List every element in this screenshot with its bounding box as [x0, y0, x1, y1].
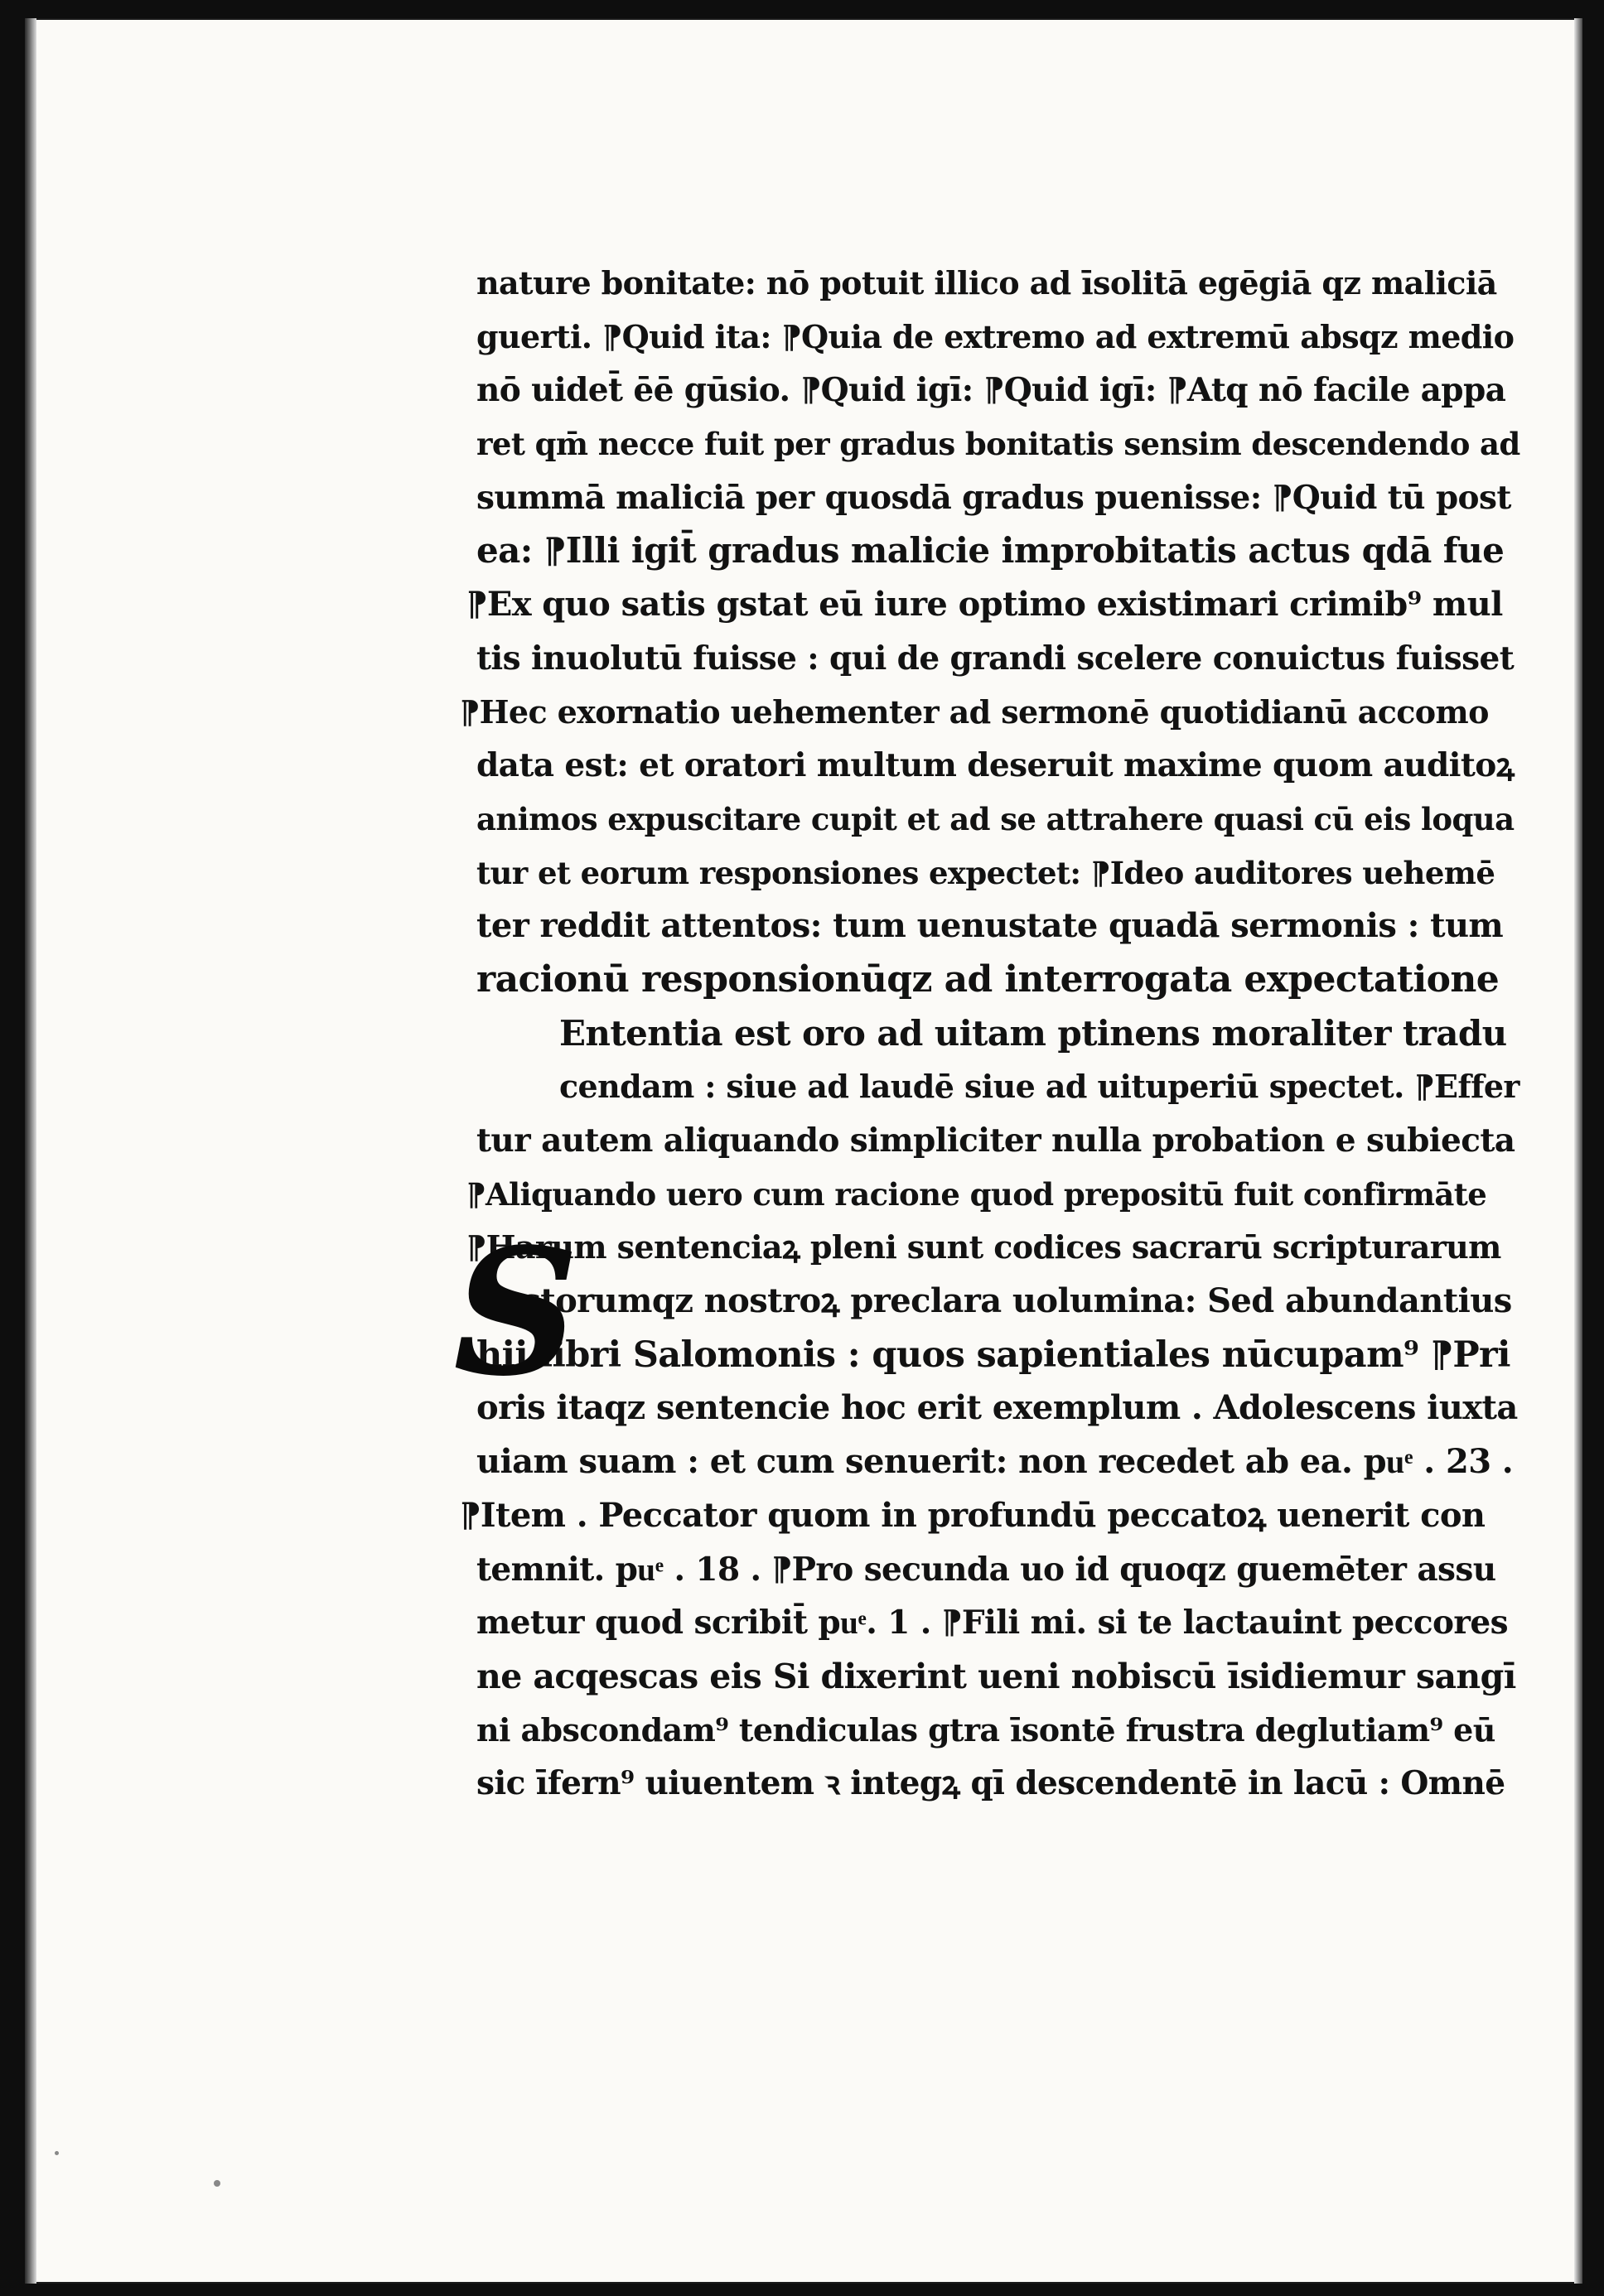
text-line-14: racionū responsionūqz ad interrogata expectatione — [476, 957, 1500, 1001]
text-line-9: ⁋Hec exornatio uehementer ad sermonē quotidianū accomo — [460, 692, 1489, 731]
manuscript-page — [25, 18, 1582, 2284]
text-line-5: summā maliciā per quosdā gradus puenisse: ⁋Quid tū post — [476, 478, 1511, 517]
text-line-3: nō uidet̄ ēē gūsio. ⁋Quid igī: ⁋Quid igī: ⁋Atq nō facile appa — [476, 371, 1506, 410]
text-line-24: ⁋Item . Peccator quom in profundū peccatoꝝ uenerit con — [460, 1495, 1486, 1535]
text-line-21: hij libri Salomonis : quos sapientiales nūcupam⁹ ⁋Pri — [476, 1334, 1510, 1376]
text-line-29: sic īfern⁹ uiuentem ꝛ integꝝ qī descendentē in lacū : Omnē — [476, 1764, 1505, 1803]
text-line-20: doctorumqz nostroꝝ preclara uolumina: Sed abundantius — [476, 1281, 1512, 1321]
page-binding-edge — [25, 18, 36, 2284]
ink-speck — [214, 2180, 220, 2187]
text-line-11: animos expuscitare cupit et ad se attrahere quasi cū eis loqua — [476, 800, 1515, 837]
decorated-initial-s: S — [453, 1210, 579, 1415]
page-right-edge — [1574, 18, 1582, 2284]
text-line-13: ter reddit attentos: tum uenustate quadā sermonis : tum — [476, 906, 1504, 946]
text-line-19: ⁋Harum sentenciaꝝ pleni sunt codices sacrarū scripturarum — [466, 1228, 1501, 1266]
text-line-8: tis inuolutū fuisse : qui de grandi scelere conuictus fuisset — [476, 639, 1515, 678]
text-line-1: nature bonitate: nō potuit illico ad īsolitā egēgiā qz maliciā — [476, 264, 1497, 301]
text-line-15: Ententia est oro ad uitam ptinens moraliter tradu — [559, 1012, 1507, 1054]
text-line-16: cendam : siue ad laudē siue ad uituperiū spectet. ⁋Effer — [559, 1068, 1519, 1106]
text-line-27: ne acqescas eis Si dixerint ueni nobiscū īsidiemur sangī — [476, 1656, 1516, 1696]
text-line-18: ⁋Aliquando uero cum racione quod prepositū fuit confirmāte — [466, 1175, 1487, 1213]
text-line-10: data est: et oratori multum deseruit maxime quom auditoꝝ — [476, 746, 1515, 785]
text-line-25: temnit. puͤ . 18 . ⁋Pro secunda uo id quoqz guemēter assu — [476, 1550, 1496, 1589]
text-line-23: uiam suam : et cum senuerit: non recedet ab ea. puͤ . 23 . — [476, 1442, 1514, 1482]
text-line-7: ⁋Ex quo satis gstat eū iure optimo existimari crimib⁹ mul — [466, 585, 1503, 625]
text-block — [453, 257, 1520, 1811]
text-line-6: ea: ⁋Illi igit̄ gradus malicie improbitatis actus qdā fue — [476, 530, 1505, 572]
text-line-26: metur quod scribit̄ puͤ. 1 . ⁋Fili mi. si te lactauint peccores — [476, 1604, 1508, 1642]
text-line-4: ret qm̄ necce fuit per gradus bonitatis sensim descendendo ad — [476, 426, 1520, 463]
text-line-28: ni abscondam⁹ tendiculas gtra īsontē frustra deglutiam⁹ eū — [476, 1710, 1495, 1749]
text-line-22: oris itaqz sentencie hoc erit exemplum . Adolescens iuxta — [476, 1388, 1518, 1428]
text-line-17: tur autem aliquando simpliciter nulla probation e subiecta — [476, 1121, 1515, 1160]
text-line-12: tur et eorum responsiones expectet: ⁋Ideo auditores uehemē — [476, 854, 1495, 891]
ink-speck — [55, 2151, 59, 2155]
text-line-2: guerti. ⁋Quid ita: ⁋Quia de extremo ad extremū absqz medio — [476, 317, 1515, 355]
